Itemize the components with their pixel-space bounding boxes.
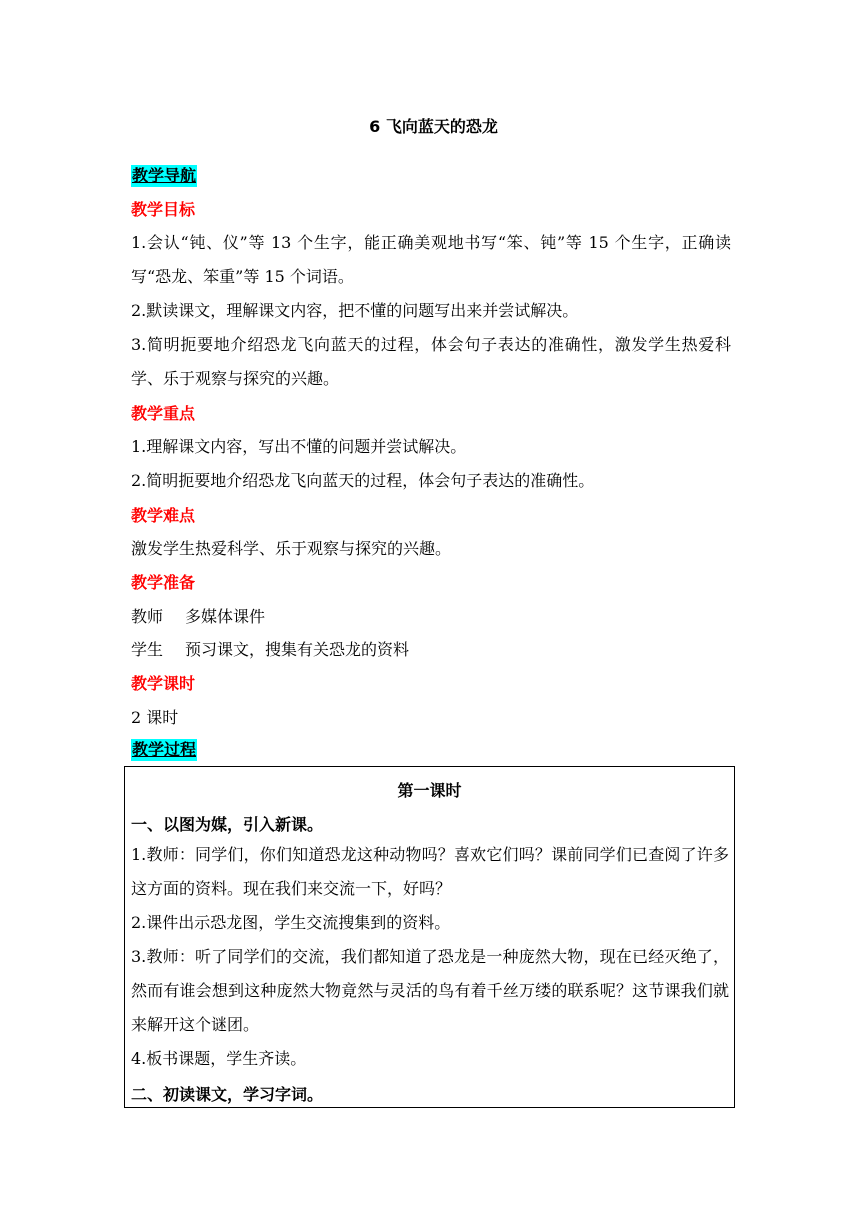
prep-student-value: 预习课文，搜集有关恐龙的资料 <box>185 640 410 659</box>
process-para-3: 3.教师：听了同学们的交流，我们都知道了恐龙是一种庞然大物，现在已经灭绝了，然而有谁会想到这种庞然大物竟然与灵活的鸟有着千丝万缕的联系呢？这节课我们就来解开这个谜团。 <box>131 947 729 1034</box>
key-points-heading: 教学重点 <box>131 404 196 423</box>
process-para-1: 1.教师：同学们，你们知道恐龙这种动物吗？喜欢它们吗？课前同学们已查阅了许多这方面的资料。现在我们来交流一下，好吗？ <box>131 845 729 898</box>
prep-teacher-value: 多媒体课件 <box>185 607 266 626</box>
step-2-heading: 二、初读课文，学习字词。 <box>131 1085 324 1104</box>
hours-text: 2 课时 <box>131 708 179 727</box>
prep-heading: 教学准备 <box>131 573 196 592</box>
process-para-2: 2.课件出示恐龙图，学生交流搜集到的资料。 <box>131 913 451 932</box>
difficulty-heading: 教学难点 <box>131 506 196 525</box>
key-point-1: 1.理解课文内容，写出不懂的问题并尝试解决。 <box>131 437 467 456</box>
prep-student-row <box>131 639 409 661</box>
goals-heading: 教学目标 <box>131 200 196 219</box>
goal-item-3: 3.简明扼要地介绍恐龙飞向蓝天的过程，体会句子表达的准确性，激发学生热爱科学、乐于观察与探究的兴趣。 <box>131 335 731 388</box>
difficulty-text: 激发学生热爱科学、乐于观察与探究的兴趣。 <box>131 539 452 558</box>
prep-teacher-label: 教师 <box>131 607 164 626</box>
hours-heading: 教学课时 <box>131 674 196 693</box>
process-heading: 教学过程 <box>132 740 197 759</box>
step-1-heading: 一、以图为媒，引入新课。 <box>131 815 324 834</box>
prep-teacher-row <box>131 606 265 628</box>
process-table <box>124 766 735 1108</box>
goal-item-2: 2.默读课文，理解课文内容，把不懂的问题写出来并尝试解决。 <box>131 301 579 320</box>
nav-heading: 教学导航 <box>132 166 197 185</box>
process-para-4: 4.板书课题，学生齐读。 <box>131 1049 307 1068</box>
document-title: 6 飞向蓝天的恐龙 <box>369 117 498 136</box>
lesson-title: 第一课时 <box>397 781 462 800</box>
goal-item-1: 1.会认“钝、仪”等 13 个生字，能正确美观地书写“笨、钝”等 15 个生字，正确读写“恐龙、笨重”等 15 个词语。 <box>131 233 731 286</box>
prep-student-label: 学生 <box>131 640 164 659</box>
key-point-2: 2.简明扼要地介绍恐龙飞向蓝天的过程，体会句子表达的准确性。 <box>131 471 595 490</box>
